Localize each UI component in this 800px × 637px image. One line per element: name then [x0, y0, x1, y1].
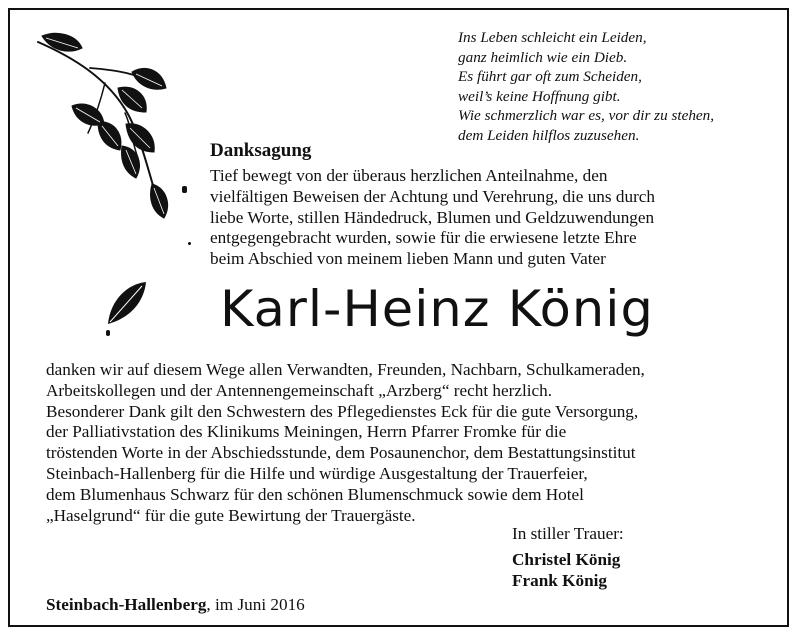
- intro-paragraph: [210, 166, 780, 270]
- text-line: beim Abschied von meinem lieben Mann und guten Vater: [210, 249, 606, 269]
- text-line: dem Blumenhaus Schwarz für den schönen Blumenschmuck sowie dem Hotel: [46, 484, 584, 504]
- date-text: , im Juni 2016: [206, 595, 305, 614]
- text-line: „Haselgrund“ für die gute Bewirtung der Trauergäste.: [46, 505, 416, 525]
- place-name: Steinbach-Hallenberg: [46, 595, 207, 614]
- body-paragraph: [46, 360, 786, 526]
- text-line: entgegengebracht wurden, sowie für die erwiesene letzte Ehre: [210, 228, 637, 248]
- signers: [512, 550, 620, 592]
- signer-name: Christel König: [512, 550, 621, 569]
- poem-line: weil’s keine Hoffnung gibt.: [458, 87, 621, 105]
- signer-name: Frank König: [512, 570, 608, 590]
- text-line: vielfältigen Beweisen der Achtung und Verehrung, die uns durch: [210, 186, 656, 206]
- text-line: Besonderer Dank gilt den Schwestern des Pflegedienstes Eck für die gute Versorgung,: [46, 401, 639, 421]
- leaf-icon: [102, 278, 152, 328]
- poem-line: Ins Leben schleicht ein Leiden,: [458, 29, 647, 46]
- text-line: liebe Worte, stillen Händedruck, Blumen und Geldzuwendungen: [210, 207, 655, 227]
- obituary-card: [8, 8, 789, 627]
- poem-line: ganz heimlich wie ein Dieb.: [458, 48, 628, 66]
- text-line: der Palliativstation des Klinikums Meiningen, Herrn Pfarrer Fromke für die: [46, 422, 567, 442]
- heading: Danksagung: [210, 140, 312, 161]
- place-date: [46, 595, 305, 615]
- decorative-dot: [106, 330, 110, 336]
- birch-branch-icon: [20, 28, 180, 228]
- text-line: danken wir auf diesem Wege allen Verwandten, Freunden, Nachbarn, Schulkameraden,: [46, 360, 645, 379]
- deceased-name: Karl-Heinz König: [220, 280, 654, 338]
- poem-line: Es führt gar oft zum Scheiden,: [458, 68, 642, 85]
- text-line: Arbeitskollegen und der Antennengemeinschaft „Arzberg“ recht herzlich.: [46, 380, 553, 400]
- poem-line: dem Leiden hilflos zuzusehen.: [458, 126, 640, 144]
- text-line: Steinbach-Hallenberg für die Hilfe und würdige Ausgestaltung der Trauerfeier,: [46, 463, 588, 483]
- text-line: Tief bewegt von der überaus herzlichen Anteilnahme, den: [210, 166, 608, 185]
- text-line: tröstenden Worte in der Abschiedsstunde, dem Posaunenchor, dem Bestattungsinstitut: [46, 443, 636, 463]
- mourning-label: In stiller Trauer:: [512, 524, 624, 543]
- decorative-dot: [188, 242, 191, 245]
- poem: [458, 28, 788, 145]
- decorative-dot: [182, 186, 187, 193]
- poem-line: Wie schmerzlich war es, vor dir zu stehen,: [458, 107, 715, 124]
